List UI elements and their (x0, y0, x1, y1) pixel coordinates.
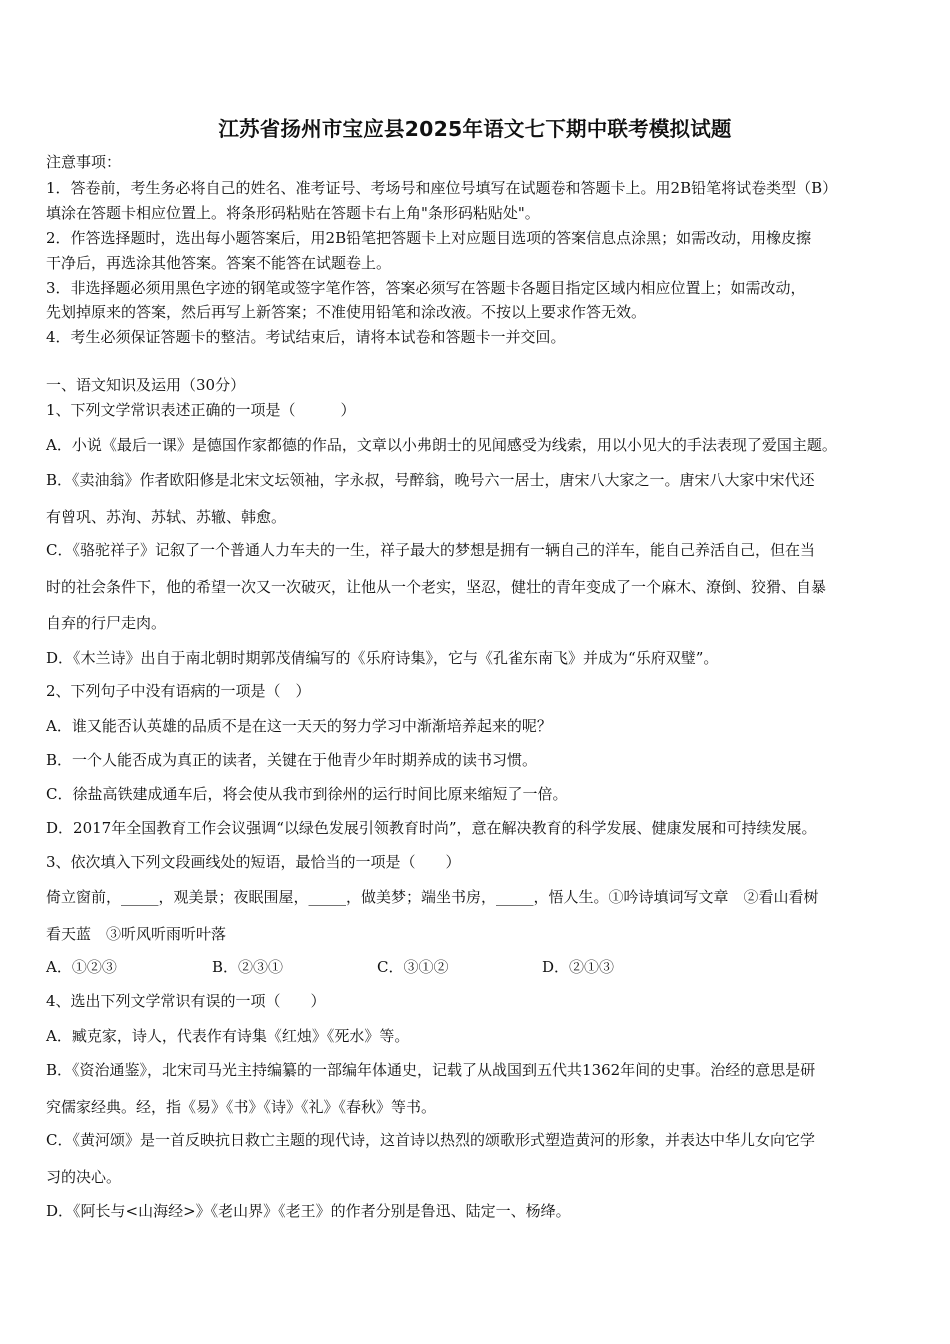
notice-line: 1．答卷前，考生务必将自己的姓名、准考证号、考场号和座位号填写在试题卷和答题卡上。用2B铅笔将试卷类型（B） (46, 179, 838, 197)
q4-option-a: A．臧克家，诗人，代表作有诗集《红烛》《死水》等。 (46, 1027, 410, 1045)
notice-line: 3．非选择题必须用黑色字迹的钢笔或签字笔作答，答案必须写在答题卡各题目指定区域内相应位置上；如需改动， (46, 279, 806, 297)
q2-option-d: D．2017年全国教育工作会议强调“以绿色发展引领教育时尚”，意在解决教育的科学发展、健康发展和可持续发展。 (46, 819, 817, 837)
q1-option-c-cont: 自弃的行尸走肉。 (46, 614, 167, 632)
q1-option-d: D．《木兰诗》出自于南北朝时期郭茂倩编写的《乐府诗集》，它与《孔雀东南飞》并成为“乐府双璧”。 (46, 649, 719, 667)
q1-option-b: B．《卖油翁》作者欧阳修是北宋文坛领袖，字永叔，号醉翁，晚号六一居士，唐宋八大家之一。唐宋八大家中宋代还 (46, 471, 815, 489)
notice-line: 4．考生必须保证答题卡的整洁。考试结束后，请将本试卷和答题卡一并交回。 (46, 328, 566, 346)
q1-option-a: A．小说《最后一课》是德国作家都德的作品，文章以小弗朗士的见闻感受为线索，用以小见大的手法表现了爱国主题。 (46, 436, 837, 454)
section-heading: 一、语文知识及运用（30分） (46, 376, 246, 394)
notice-line: 先划掉原来的答案，然后再写上新答案；不准使用铅笔和涂改液。不按以上要求作答无效。 (46, 303, 647, 321)
q3-passage: 倚立窗前，_____，观美景；夜眠围屋，_____，做美梦；端坐书房，_____，悟人生。①吟诗填词写文章 ②看山看树 (46, 888, 819, 906)
q3-option-d: D．②①③ (542, 958, 615, 976)
q4-option-c-cont: 习的决心。 (46, 1168, 122, 1186)
question-2-stem: 2、下列句子中没有语病的一项是（ ） (46, 682, 311, 700)
q2-option-a: A．谁又能否认英雄的品质不是在这一天天的努力学习中渐渐培养起来的呢？ (46, 717, 552, 735)
q4-option-b-cont: 究儒家经典。经，指《易》《书》《诗》《礼》《春秋》等书。 (46, 1098, 437, 1116)
q3-option-a: A．①②③ (46, 958, 117, 976)
question-4-stem: 4、选出下列文学常识有误的一项（ ） (46, 992, 326, 1010)
notice-line: 干净后，再选涂其他答案。答案不能答在试题卷上。 (46, 254, 392, 272)
q2-option-b: B．一个人能否成为真正的读者，关键在于他青少年时期养成的读书习惯。 (46, 751, 538, 769)
page-title: 江苏省扬州市宝应县2025年语文七下期中联考模拟试题 (218, 117, 732, 141)
notice-heading: 注意事项： (46, 153, 122, 171)
notice-line: 填涂在答题卡相应位置上。将条形码粘贴在答题卡右上角"条形码粘贴处"。 (46, 204, 540, 222)
q1-option-c: C．《骆驼祥子》记叙了一个普通人力车夫的一生，祥子最大的梦想是拥有一辆自己的洋车，能自己养活自己，但在当 (46, 541, 815, 559)
q1-option-b-cont: 有曾巩、苏洵、苏轼、苏辙、韩愈。 (46, 508, 287, 526)
q3-option-c: C．③①② (377, 958, 449, 976)
q4-option-d: D．《阿长与<山海经>》《老山界》《老王》的作者分别是鲁迅、陆定一、杨绛。 (46, 1202, 571, 1220)
q3-passage-cont: 看天蓝 ③听风听雨听叶落 (46, 925, 227, 943)
q3-option-b: B．②③① (212, 958, 284, 976)
q4-option-c: C．《黄河颂》是一首反映抗日救亡主题的现代诗，这首诗以热烈的颂歌形式塑造黄河的形象，并表达中华儿女向它学 (46, 1131, 815, 1149)
question-1-stem: 1、下列文学常识表述正确的一项是（ ） (46, 401, 356, 419)
q4-option-b: B．《资治通鉴》，北宋司马光主持编纂的一部编年体通史，记载了从战国到五代共1362年间的史事。治经的意思是研 (46, 1061, 816, 1079)
q2-option-c: C．徐盐高铁建成通车后，将会使从我市到徐州的运行时间比原来缩短了一倍。 (46, 785, 568, 803)
q1-option-c-cont: 时的社会条件下，他的希望一次又一次破灭，让他从一个老实，坚忍，健壮的青年变成了一个麻木、潦倒、狡猾、自暴 (46, 578, 827, 596)
notice-line: 2．作答选择题时，选出每小题答案后，用2B铅笔把答题卡上对应题目选项的答案信息点涂黑；如需改动，用橡皮擦 (46, 229, 812, 247)
question-3-stem: 3、依次填入下列文段画线处的短语，最恰当的一项是（ ） (46, 853, 461, 871)
